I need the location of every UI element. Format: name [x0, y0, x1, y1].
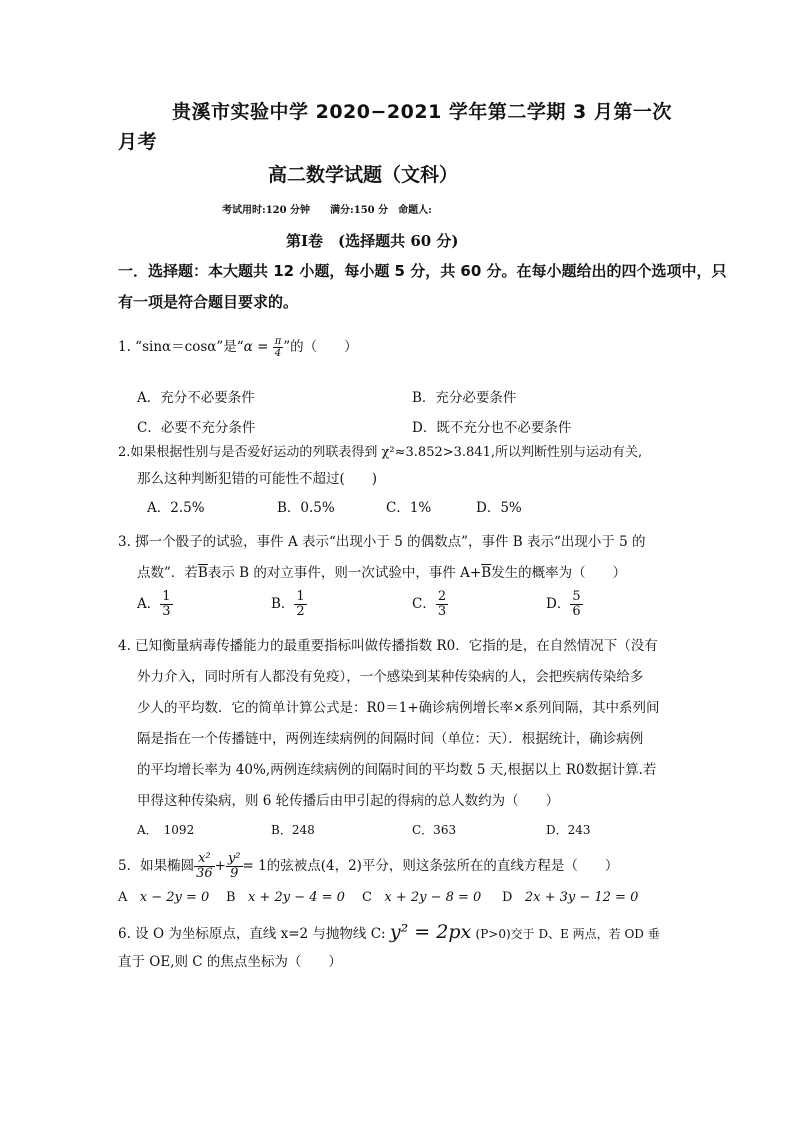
question-2-line1: 2.如果根据性别与是否爱好运动的列联表得到 χ²≈3.852>3.841,所以判断性别与运动有关, — [118, 445, 643, 460]
q4-option-c: C．363 — [412, 823, 457, 837]
q3-line2-text-c: 发生的概率为（ ） — [491, 565, 627, 581]
q3-b-complement-2: $\overline{B}$ — [481, 565, 492, 581]
q3-option-d: D． $\frac{5}{6}$ — [546, 589, 581, 619]
q1-pi-over-4: $\frac{\pi}{4}$ — [274, 336, 282, 359]
q1-option-a: A．充分不必要条件 — [137, 390, 255, 406]
q2-option-a: A．2.5% — [147, 500, 205, 516]
q6-stem-text: 6. 设 O 为坐标原点，直线 x=2 与抛物线 C: — [118, 926, 386, 942]
q4-option-a: A． 1092 — [137, 823, 195, 837]
q3-option-a: A． $\frac{1}{3}$ — [137, 589, 171, 619]
exam-title-line1: 贵溪市实验中学 2020−2021 学年第二学期 3 月第一次 — [172, 101, 672, 123]
q5-option-c: C x + 2y − 8 = 0 — [362, 890, 482, 905]
q1-option-c: C．必要不充分条件 — [137, 420, 256, 436]
q3-option-c: C． $\frac{2}{3}$ — [412, 589, 447, 619]
question-2-line2: 那么这种判断犯错的可能性不超过( ) — [137, 471, 378, 487]
q5-option-b: B x + 2y − 4 = 0 — [226, 890, 345, 905]
question-6-line2: 直于 OE,则 C 的焦点坐标为（ ） — [118, 954, 342, 970]
section-heading: 第Ⅰ卷 (选择题共 60 分) — [286, 232, 459, 250]
question-4-line5: 的平均增长率为 40%,两例连续病例的间隔时间的平均数 5 天,根据以上 R0数据计算.若 — [137, 762, 657, 778]
q5-option-d: D 2x + 3y − 12 = 0 — [502, 890, 639, 905]
q5-frac-y: $\frac{\text{y²}}{9}$ — [227, 851, 241, 881]
q5-frac-x: $\frac{\text{x²}}{36}$ — [196, 851, 213, 881]
q1-stem-text: 1. “sinα＝cosα”是“ — [118, 339, 244, 355]
exam-subtitle: 高二数学试题（文科） — [268, 164, 459, 186]
q1-alpha: α = — [243, 339, 273, 355]
question-4-line6: 甲得这种传染病，则 6 轮传播后由甲引起的得病的总人数约为（ ） — [137, 793, 560, 809]
question-3-line2 — [137, 561, 626, 581]
question-4-line2: 外力介入，同时所有人都没有免疫），一个感染到某种传染病的人，会把疾病传染给多 — [137, 669, 644, 685]
q5-stem-text: 5．如果椭圆 — [118, 858, 195, 874]
question-1-stem — [118, 335, 358, 359]
section-intro-line1: 一．选择题：本大题共 12 小题，每小题 5 分，共 60 分。在每小题给出的四个选项中，只 — [118, 262, 727, 280]
q2-option-d: D．5% — [476, 500, 522, 516]
q2-option-b: B．0.5% — [277, 500, 335, 516]
q6-parabola-eq: y² = 2px — [389, 921, 472, 943]
question-4-line3: 少人的平均数．它的简单计算公式是：R0＝1+确诊病例增长率×系列间隔，其中系列间 — [137, 700, 660, 716]
question-5-stem: 5．如果椭圆 $\frac{\text{x²}}{36}$ + $\frac{\text{y²}}{9}$ = 1的弦被点(4，2)平分，则这条弦所在的直线方程是（ ） — [118, 851, 619, 881]
q6-stem-end: (P>0)交于 D、E 两点，若 OD 垂 — [475, 927, 660, 941]
q5-option-a: A x − 2y = 0 — [118, 890, 210, 905]
q1-option-b: B．充分必要条件 — [412, 390, 517, 406]
q5-stem-end: = 1的弦被点(4，2)平分，则这条弦所在的直线方程是（ ） — [242, 858, 619, 874]
q2-option-c: C．1% — [386, 500, 432, 516]
question-3-line1: 3. 掷一个骰子的试验，事件 A 表示“出现小于 5 的偶数点”，事件 B 表示“出现小于 5 的 — [118, 534, 646, 550]
q3-option-b: B． $\frac{1}{2}$ — [271, 589, 305, 619]
q4-option-b: B．248 — [271, 823, 315, 837]
q3-line2-text-b: 表示 B 的对立事件，则一次试验中，事件 A+ — [207, 565, 482, 581]
q3-line2-text-a: 点数”．若 — [137, 565, 198, 581]
question-4-line1: 4. 已知衡量病毒传播能力的最重要指标叫做传播指数 R0．它指的是，在自然情况下（没有 — [118, 638, 658, 654]
q4-option-d: D．243 — [546, 823, 591, 837]
question-4-line4: 隔是指在一个传播链中，两例连续病例的间隔时间（单位：天）．根据统计，确诊病例 — [137, 731, 644, 747]
question-6-line1 — [118, 921, 660, 943]
q1-option-d: D．既不充分也不必要条件 — [412, 420, 572, 436]
section-intro-line2: 有一项是符合题目要求的。 — [118, 293, 299, 311]
exam-meta: 考试用时:120 分钟 满分:150 分 命题人: — [222, 205, 432, 216]
q1-stem-end: ”的（ ） — [283, 339, 358, 355]
exam-title-line2: 月考 — [118, 131, 158, 153]
q3-b-complement: $\overline{B}$ — [197, 565, 208, 581]
